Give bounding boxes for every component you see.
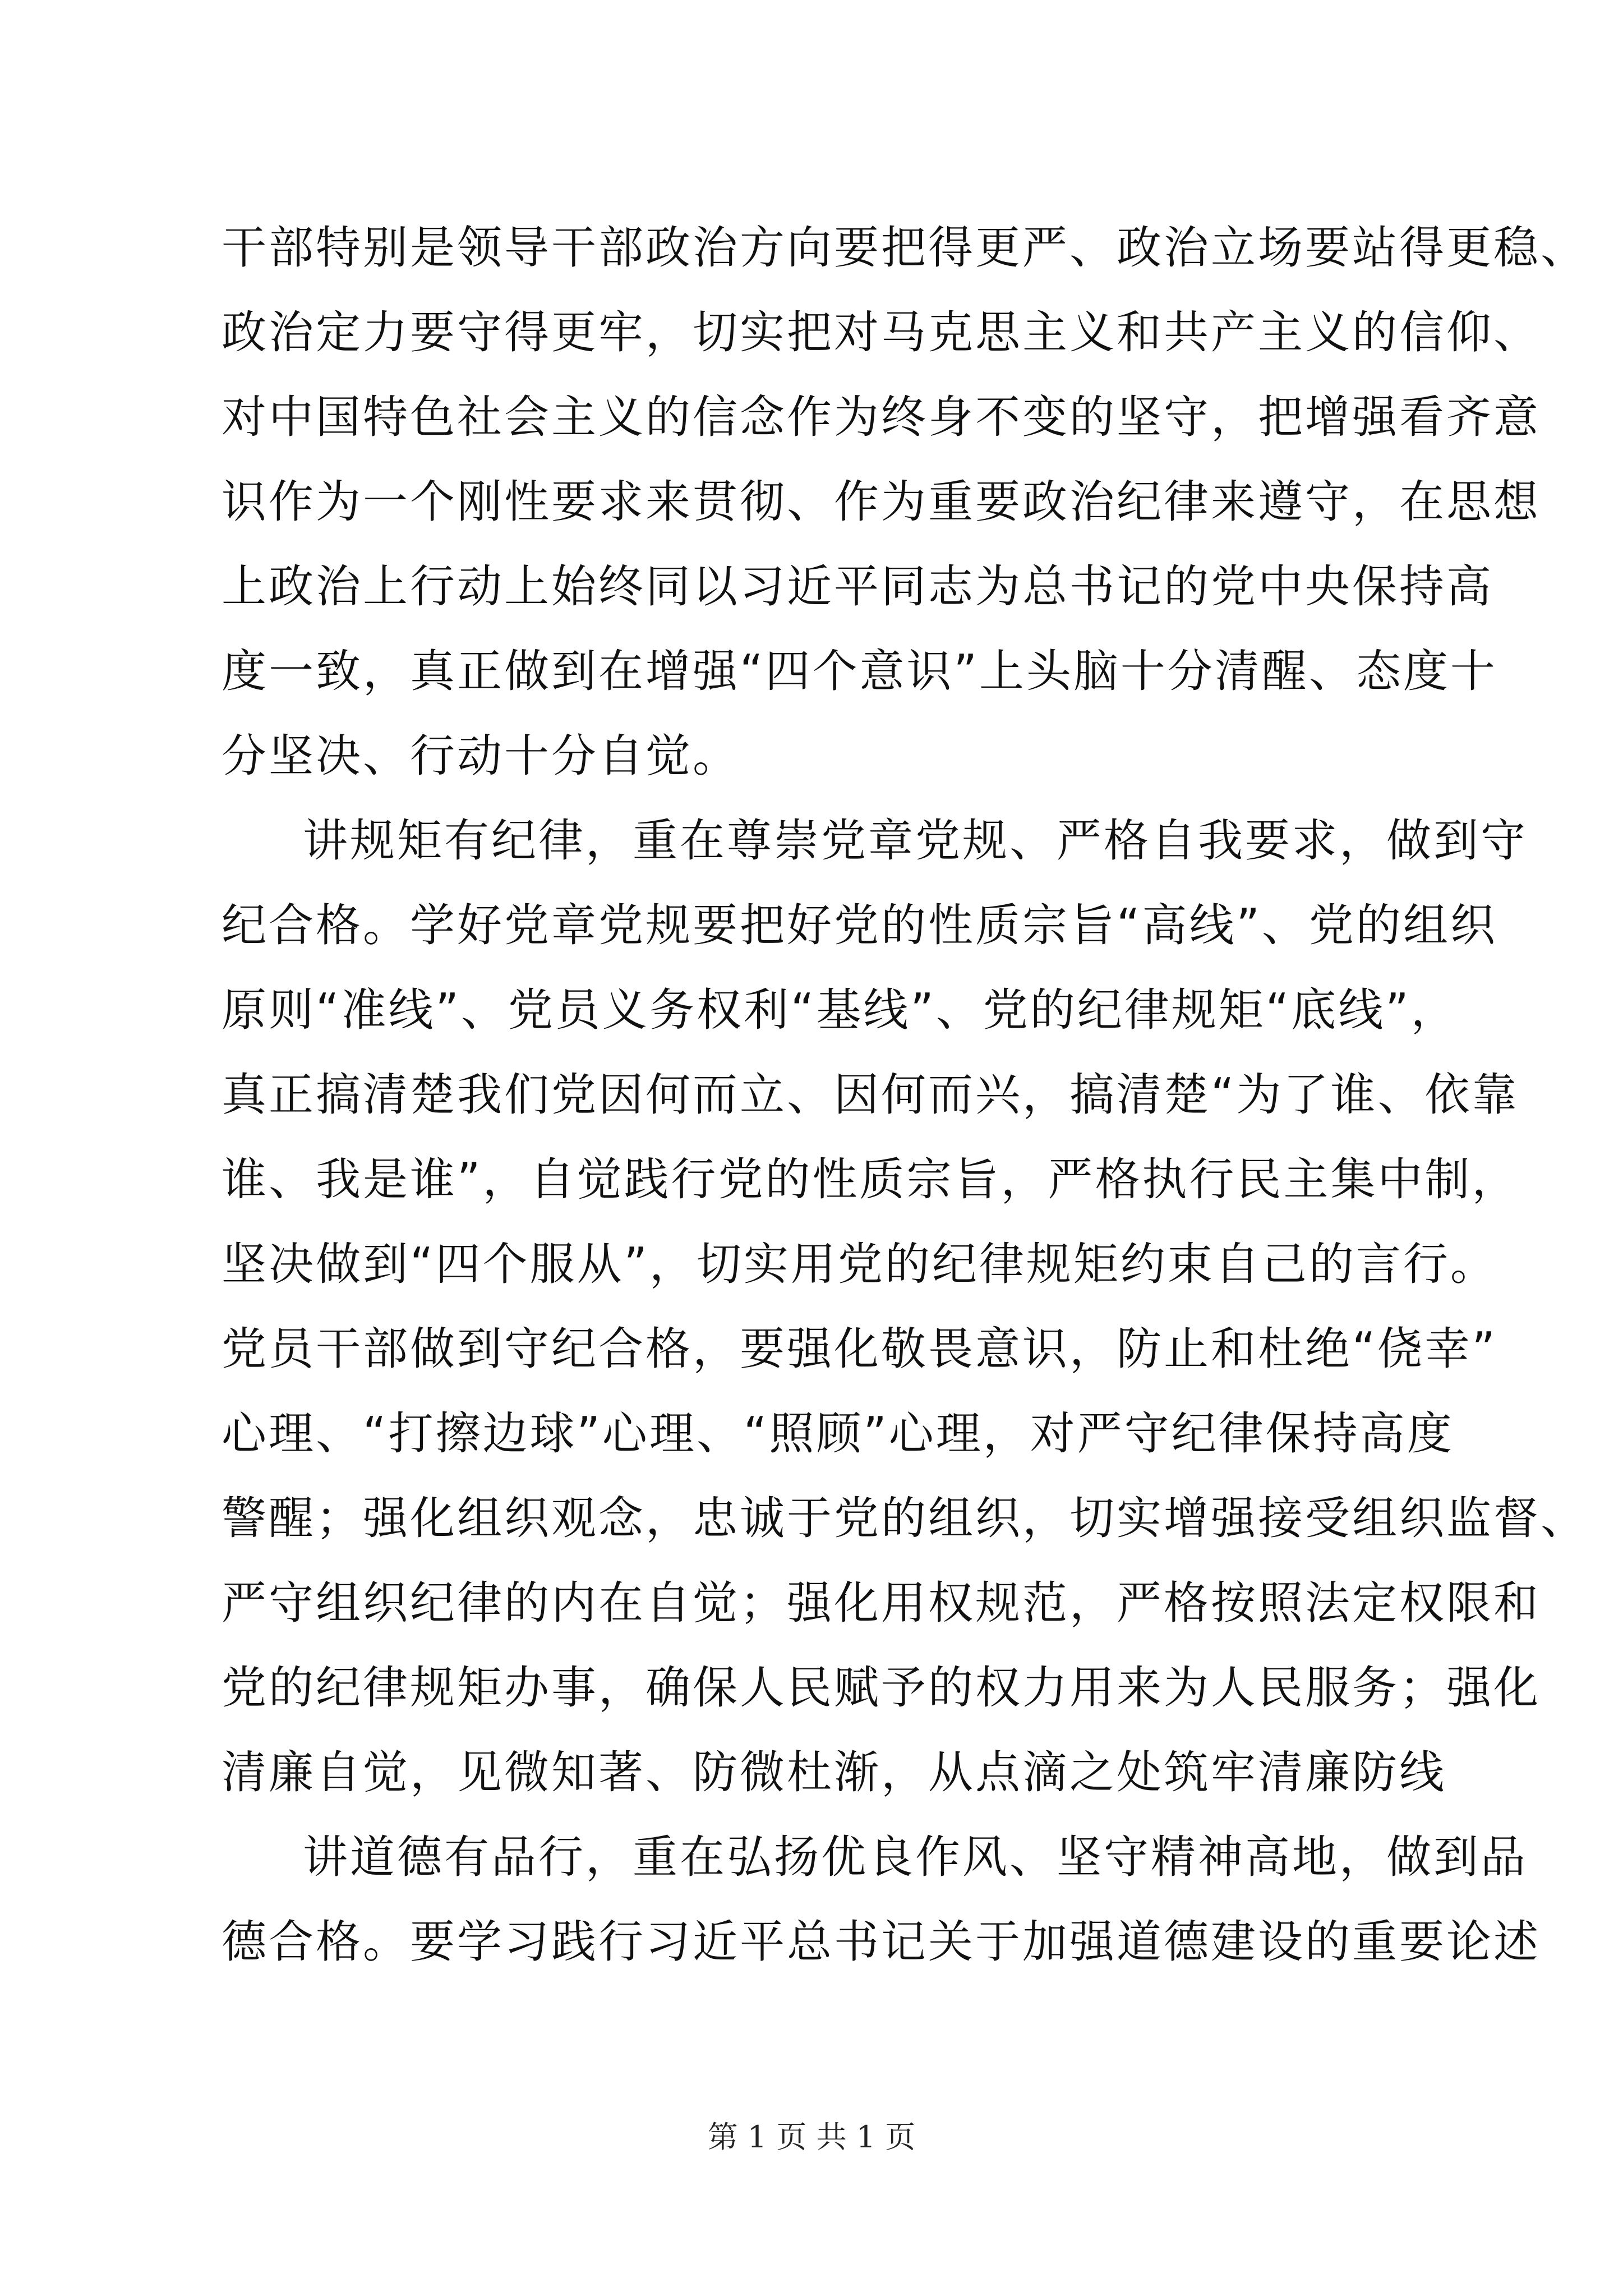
text-line: 上政治上行动上始终同以习近平同志为总书记的党中央保持高	[222, 560, 1493, 613]
text-line: 纪合格。学好党章党规要把好党的性质宗旨“高线”、党的组织	[222, 899, 1497, 951]
text-line: 分坚决、行动十分自觉。	[222, 730, 740, 782]
paragraph-first-line: 讲规矩有纪律，重在尊崇党章党规、严格自我要求，做到守	[303, 815, 1528, 867]
text-line: 真正搞清楚我们党因何而立、因何而兴，搞清楚“为了谁、依靠	[222, 1069, 1519, 1121]
text-line: 原则“准线”、党员义务权利“基线”、党的纪律规矩“底线”，	[222, 984, 1458, 1036]
text-line: 党员干部做到守纪合格，要强化敬畏意识，防止和杜绝“侥幸”	[222, 1323, 1497, 1375]
text-line: 对中国特色社会主义的信念作为终身不变的坚守，把增强看齐意	[222, 391, 1541, 443]
text-line: 德合格。要学习践行习近平总书记关于加强道德建设的重要论述	[222, 1916, 1541, 1968]
text-line: 干部特别是领导干部政治方向要把得更严、政治立场要站得更稳、	[222, 222, 1588, 274]
page-number-footer: 第 1 页 共 1 页	[707, 2119, 916, 2155]
text-line: 识作为一个刚性要求来贯彻、作为重要政治纪律来遵守，在思想	[222, 476, 1541, 528]
text-line: 心理、“打擦边球”心理、“照顾”心理，对严守纪律保持高度	[222, 1407, 1454, 1460]
text-line: 度一致，真正做到在增强“四个意识”上头脑十分清醒、态度十	[222, 645, 1497, 697]
text-line: 坚决做到“四个服从”，切实用党的纪律规矩约束自己的言行。	[222, 1238, 1497, 1290]
text-line: 严守组织纪律的内在自觉；强化用权规范，严格按照法定权限和	[222, 1577, 1541, 1629]
text-line: 警醒；强化组织观念，忠诚于党的组织，切实增强接受组织监督、	[222, 1492, 1588, 1544]
text-line: 清廉自觉，见微知著、防微杜渐，从点滴之处筑牢清廉防线	[222, 1746, 1446, 1798]
paragraph-first-line: 讲道德有品行，重在弘扬优良作风、坚守精神高地，做到品	[303, 1831, 1528, 1883]
text-line: 党的纪律规矩办事，确保人民赋予的权力用来为人民服务；强化	[222, 1662, 1541, 1714]
text-line: 谁、我是谁”，自觉践行党的性质宗旨，严格执行民主集中制，	[222, 1153, 1519, 1205]
text-line: 政治定力要守得更牢，切实把对马克思主义和共产主义的信仰、	[222, 306, 1541, 358]
